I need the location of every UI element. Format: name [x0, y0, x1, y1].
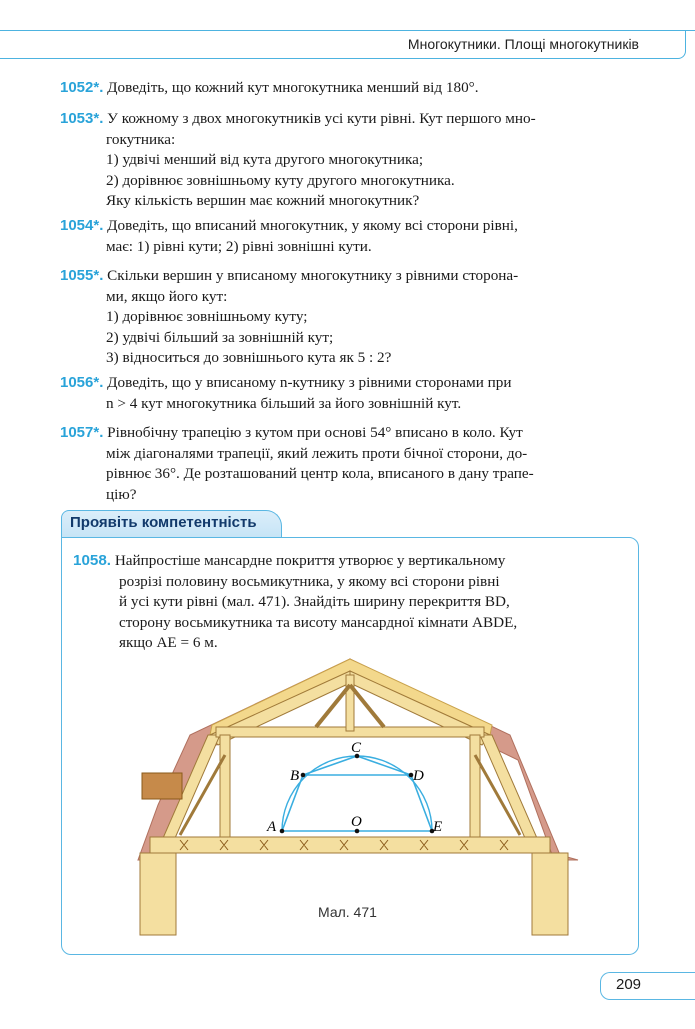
- problem-number: 1058.: [73, 552, 112, 569]
- attic-roof-figure: [120, 655, 590, 945]
- competence-label: Проявіть компетентність: [70, 514, 257, 531]
- problem-text: У кожному з двох многокутників усі кути рівні. Кут першого мно-: [107, 110, 536, 127]
- problem-line: рівнює 36°. Де розташований центр кола, вписаного в дану трапе-: [106, 465, 534, 482]
- problem-number: 1055*.: [60, 267, 104, 284]
- problem-number: 1057*.: [60, 424, 104, 441]
- page-number: 209: [616, 976, 642, 993]
- problem-line: Яку кількість вершин має кожний многокутник?: [106, 192, 420, 209]
- problem-number: 1052*.: [60, 79, 104, 96]
- problem-1058: [73, 551, 625, 654]
- label-E: E: [433, 819, 443, 835]
- running-header: Многокутники. Площі многокутників: [407, 36, 639, 52]
- problem-text: Доведіть, що у вписаному n-кутнику з рівними сторонами при: [107, 374, 512, 391]
- problem-line: між діагоналями трапеції, який лежить проти бічної сторони, до-: [106, 444, 528, 462]
- label-A: A: [267, 819, 277, 835]
- problem-text: Доведіть, що кожний кут многокутника менший від 180°.: [107, 79, 479, 96]
- problem-line: гокутника:: [106, 130, 176, 148]
- label-D: D: [413, 768, 424, 784]
- problem-text: Доведіть, що вписаний многокутник, у якому всі сторони рівні,: [107, 217, 518, 234]
- problem-line: 2) удвічі більший за зовнішній кут;: [106, 328, 334, 346]
- problem-line: 1) удвічі менший від кута другого многокутника;: [106, 151, 424, 168]
- problem-line: 1) дорівнює зовнішньому куту;: [106, 308, 308, 325]
- eave-block: [142, 773, 182, 799]
- problem-line: й усі кути рівні (мал. 471). Знайдіть ширину перекриття BD,: [119, 593, 510, 610]
- problem-line: 3) відноситься до зовнішнього кута як 5 : 2?: [106, 349, 392, 366]
- problem-line: якщо AE = 6 м.: [119, 634, 218, 651]
- problem-line: ми, якщо його кут:: [106, 287, 228, 305]
- king-post: [346, 675, 354, 731]
- problem-number: 1056*.: [60, 374, 104, 391]
- point-B-dot: [301, 773, 306, 778]
- label-B: B: [290, 768, 300, 784]
- problem-line: n > 4 кут многокутника більший за його зовнішній кут.: [106, 394, 462, 412]
- post-left: [220, 735, 230, 845]
- point-A-dot: [280, 829, 285, 834]
- problem-1056: [60, 373, 640, 414]
- page-number-frame: [600, 972, 695, 1000]
- problem-line: цію?: [106, 485, 137, 503]
- figure-caption: Мал. 471: [318, 904, 377, 920]
- problem-1052: [60, 78, 640, 99]
- label-C: C: [351, 740, 362, 756]
- problem-1054: [60, 216, 640, 257]
- post-right: [470, 735, 480, 845]
- wall-right: [532, 853, 568, 935]
- wall-left: [140, 853, 176, 935]
- label-O: O: [351, 814, 362, 830]
- problem-text: Скільки вершин у вписаному многокутнику з рівними сторона-: [107, 267, 519, 284]
- problem-text: Найпростіше мансардне покриття утворює у вертикальному: [114, 552, 506, 569]
- problem-number: 1054*.: [60, 217, 104, 234]
- problem-number: 1053*.: [60, 110, 104, 127]
- floor-beam: [150, 837, 550, 853]
- problem-1053: [60, 109, 640, 212]
- problem-line: розрізі половину восьмикутника, у якому всі сторони рівні: [119, 572, 500, 590]
- problem-line: 2) дорівнює зовнішньому куту другого многокутника.: [106, 171, 455, 189]
- problem-line: має: 1) рівні кути; 2) рівні зовнішні кути.: [106, 237, 372, 255]
- problem-line: сторону восьмикутника та висоту мансардної кімнати ABDE,: [119, 613, 518, 631]
- problem-1057: [60, 423, 640, 505]
- problem-text: Рівнобічну трапецію з кутом при основі 54° вписано в коло. Кут: [107, 424, 523, 441]
- problem-1055: [60, 266, 640, 369]
